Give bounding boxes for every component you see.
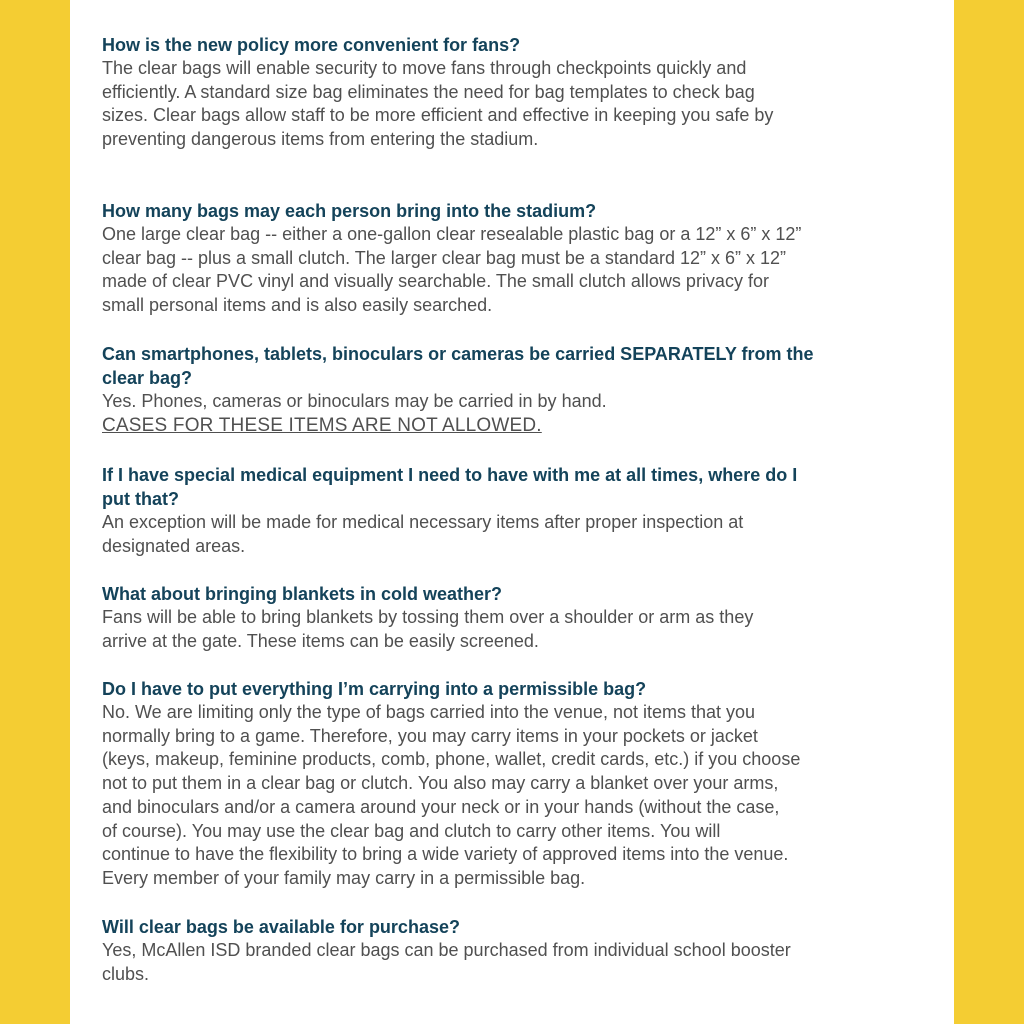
cases-not-allowed-notice: CASES FOR THESE ITEMS ARE NOT ALLOWED. — [102, 414, 542, 436]
faq-answer: No. We are limiting only the type of bags carried into the venue, not items that you normally bring to a game. Therefore, you may carry items in your pockets or jacket (keys, makeup, feminine products, comb, phone, wallet, credit cards, etc.) if you choose not to put them in a clear bag or clutch. You also may carry a blanket over your arms, and binoculars and/or a camera around your neck or in your hands (without the case, of course). You may use the clear bag and clutch to carry other items. You will continue to have the flexibility to bring a wide variety of approved items into the venue. Every member of your family may carry in a permissible bag. — [102, 702, 801, 888]
faq-answer: One large clear bag -- either a one-gallon clear resealable plastic bag or a 12” x 6” x 12” clear bag -- plus a small clutch. The larger clear bag must be a standard 12” x 6” x 12” made of clear PVC vinyl and visually searchable. The small clutch allows privacy for small personal items and is also easily searched. — [102, 224, 802, 316]
faq-item-medical — [102, 463, 932, 558]
faq-item-permissible-bag — [102, 677, 932, 891]
faq-question: Do I have to put everything I’m carrying into a permissible bag? — [102, 679, 647, 699]
faq-answer: Fans will be able to bring blankets by tossing them over a shoulder or arm as they arrive at the gate. These items can be easily screened. — [102, 607, 754, 651]
faq-item-convenience — [102, 33, 932, 152]
faq-answer: Yes, McAllen ISD branded clear bags can be purchased from individual school booster clubs. — [102, 940, 791, 984]
faq-question: Will clear bags be available for purchase? — [102, 917, 460, 937]
faq-answer: The clear bags will enable security to move fans through checkpoints quickly and efficiently. A standard size bag eliminates the need for bag templates to check bag sizes. Clear bags allow staff to be more efficient and effective in keeping you safe by preventing dangerous items from entering the stadium. — [102, 58, 774, 150]
faq-item-purchase — [102, 915, 932, 986]
faq-question: Can smartphones, tablets, binoculars or cameras be carried SEPARATELY from the clear bag? — [102, 344, 814, 388]
faq-question: If I have special medical equipment I need to have with me at all times, where do I put that? — [102, 465, 798, 509]
faq-item-blankets — [102, 582, 932, 653]
faq-question: What about bringing blankets in cold weather? — [102, 584, 503, 604]
faq-item-bag-count — [102, 199, 932, 318]
faq-question: How is the new policy more convenient for fans? — [102, 35, 521, 55]
faq-item-devices — [102, 342, 932, 438]
faq-answer: An exception will be made for medical necessary items after proper inspection at designated areas. — [102, 512, 744, 556]
faq-question: How many bags may each person bring into the stadium? — [102, 201, 597, 221]
faq-answer: Yes. Phones, cameras or binoculars may be carried in by hand. — [102, 391, 607, 411]
